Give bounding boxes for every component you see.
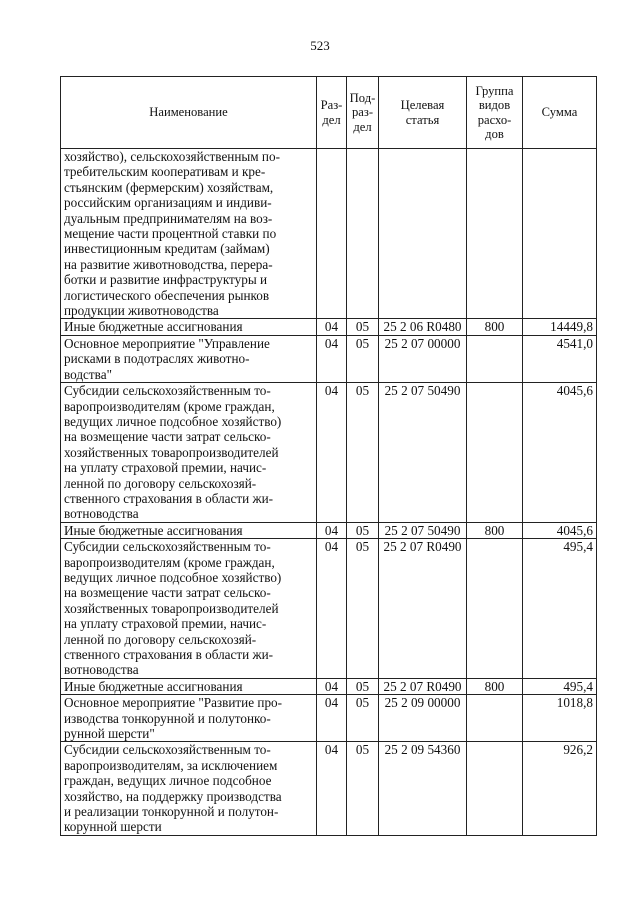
cell-gruppa [467, 742, 523, 835]
cell-razdel: 04 [317, 678, 347, 694]
table-row [61, 149, 597, 319]
cell-podrazdel: 05 [347, 678, 379, 694]
table-row [61, 695, 597, 742]
cell-podrazdel: 05 [347, 383, 379, 523]
cell-name: Иные бюджетные ассигнования [61, 522, 317, 538]
cell-summa: 4541,0 [523, 335, 597, 382]
header-gruppa [467, 77, 523, 149]
cell-statya: 25 2 07 50490 [379, 522, 467, 538]
cell-summa: 926,2 [523, 742, 597, 835]
cell-razdel: 04 [317, 539, 347, 679]
cell-statya: 25 2 07 R0490 [379, 539, 467, 679]
table-row [61, 335, 597, 382]
cell-statya: 25 2 07 00000 [379, 335, 467, 382]
cell-name: хозяйство), сельскохозяйственным по- требительским кооперативам и кре- стьянским (фермерским) хозяйствам, российским организациям и индиви- дуальным предпринимателям на воз- мещение части процентной ставки по инвестиционным кредитам (займам) на развитие животноводства, перера- ботки и развитие инфраструктуры и логистического обеспечения рынков продукции животноводства [61, 149, 317, 319]
table-row [61, 742, 597, 835]
cell-statya: 25 2 09 00000 [379, 695, 467, 742]
cell-statya [379, 149, 467, 319]
cell-razdel: 04 [317, 319, 347, 335]
cell-podrazdel: 05 [347, 335, 379, 382]
cell-summa: 1018,8 [523, 695, 597, 742]
table-row [61, 319, 597, 335]
cell-podrazdel: 05 [347, 695, 379, 742]
cell-statya: 25 2 07 50490 [379, 383, 467, 523]
cell-name: Основное мероприятие "Управление рисками в подотраслях животно- водства" [61, 335, 317, 382]
cell-podrazdel [347, 149, 379, 319]
header-summa-text: Сумма [541, 105, 578, 120]
cell-razdel: 04 [317, 522, 347, 538]
budget-table [60, 76, 597, 836]
cell-name: Субсидии сельскохозяйственным то- варопроизводителям (кроме граждан, ведущих личное подсобное хозяйство) на возмещение части затрат сельско- хозяйственных товаропроизводителей на уплату страховой премии, начис- ленной по договору сельскохозяй- ственного страхования в области жи- вотноводства [61, 383, 317, 523]
cell-podrazdel: 05 [347, 522, 379, 538]
header-summa [523, 77, 597, 149]
cell-razdel: 04 [317, 383, 347, 523]
cell-gruppa: 800 [467, 522, 523, 538]
cell-name: Иные бюджетные ассигнования [61, 678, 317, 694]
cell-podrazdel: 05 [347, 742, 379, 835]
cell-summa: 495,4 [523, 678, 597, 694]
cell-podrazdel: 05 [347, 319, 379, 335]
cell-podrazdel: 05 [347, 539, 379, 679]
header-statya [379, 77, 467, 149]
cell-razdel: 04 [317, 335, 347, 382]
cell-gruppa [467, 383, 523, 523]
header-podrazdel-text: Под- раз- дел [349, 90, 376, 134]
header-podrazdel [347, 77, 379, 149]
cell-summa: 4045,6 [523, 522, 597, 538]
page-number: 523 [310, 38, 330, 53]
cell-gruppa [467, 695, 523, 742]
table-header-row [61, 77, 597, 149]
cell-gruppa [467, 149, 523, 319]
cell-name: Субсидии сельскохозяйственным то- варопроизводителям, за исключением граждан, ведущих личное подсобное хозяйство, на поддержку производства и реализации тонкорунной и полутон- корунной шерсти [61, 742, 317, 835]
cell-gruppa: 800 [467, 678, 523, 694]
header-razdel-text: Раз- дел [320, 98, 343, 127]
cell-summa: 14449,8 [523, 319, 597, 335]
cell-statya: 25 2 09 54360 [379, 742, 467, 835]
cell-summa: 495,4 [523, 539, 597, 679]
header-razdel [317, 77, 347, 149]
cell-summa: 4045,6 [523, 383, 597, 523]
cell-razdel: 04 [317, 695, 347, 742]
cell-gruppa: 800 [467, 319, 523, 335]
cell-statya: 25 2 07 R0490 [379, 678, 467, 694]
cell-statya: 25 2 06 R0480 [379, 319, 467, 335]
cell-name: Основное мероприятие "Развитие про- изводства тонкорунной и полутонко- рунной шерсти" [61, 695, 317, 742]
cell-name: Иные бюджетные ассигнования [61, 319, 317, 335]
table-row [61, 383, 597, 523]
cell-name: Субсидии сельскохозяйственным то- варопроизводителям (кроме граждан, ведущих личное подсобное хозяйство) на возмещение части затрат сельско- хозяйственных товаропроизводителей на уплату страховой премии, начис- ленной по договору сельскохозяй- ственного страхования в области жи- вотноводства [61, 539, 317, 679]
cell-gruppa [467, 335, 523, 382]
cell-summa [523, 149, 597, 319]
table-row [61, 522, 597, 538]
table-body [61, 149, 597, 836]
table-row [61, 539, 597, 679]
cell-gruppa [467, 539, 523, 679]
header-gruppa-text: Группа видов расхо- дов [475, 83, 514, 141]
table-row [61, 678, 597, 694]
header-statya-text: Целевая статья [400, 98, 445, 127]
header-name-text: Наименование [149, 105, 228, 120]
header-name [61, 77, 317, 149]
cell-razdel [317, 149, 347, 319]
cell-razdel: 04 [317, 742, 347, 835]
